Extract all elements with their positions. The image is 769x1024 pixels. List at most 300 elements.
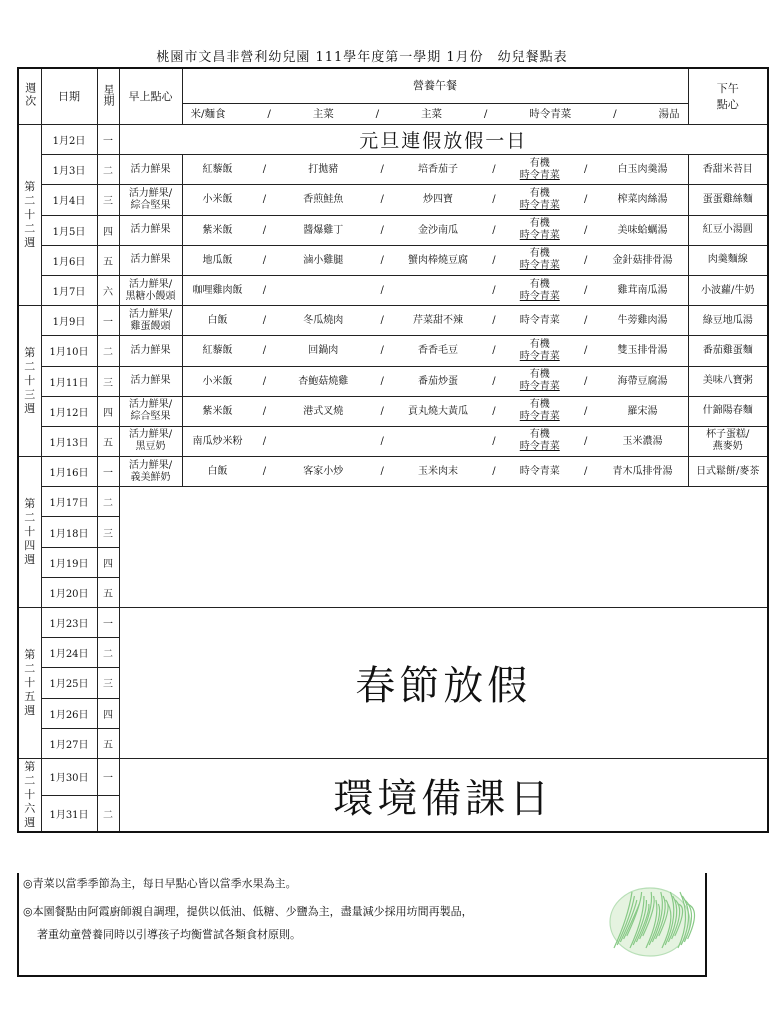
table-row [18,275,768,305]
lunch-main2: 蟹肉棒燒豆腐 [408,254,468,266]
afternoon-snack [689,375,768,387]
week-char: 週 [24,402,36,416]
week-char: 二 [24,661,36,675]
lunch-separator: / [583,315,588,327]
week-label [18,457,41,608]
week-char: 五 [24,689,36,703]
row-weekday: 三 [97,366,119,396]
lunch-items [185,399,686,423]
table-row [18,306,768,336]
lunch-separator: / [583,285,588,297]
week-label [18,758,41,832]
row-date: 1月23日 [41,608,97,638]
week-char: 第 [24,760,36,774]
afternoon-snack-cell [688,426,768,456]
week-char: 週 [24,236,36,250]
veg-organic-line: 有機 [529,248,550,260]
morning-snack [120,164,182,176]
lunch-main2: 培香茄子 [418,164,458,176]
lunch-vegetable [508,399,572,423]
row-weekday: 二 [97,155,119,185]
week-char: 六 [24,802,36,816]
closure-label: 春節放假 [119,608,768,759]
lunch-subcol-label: / [483,108,488,120]
lunch-main1: 醬爆雞丁 [303,224,344,236]
lunch-separator: / [492,224,496,236]
lunch-separator: / [583,164,588,176]
lunch-main1: 打拋豬 [308,164,339,176]
lunch-vegetable [508,158,572,182]
afternoon-snack-line: 日式鬆餅/麥茶 [696,465,760,477]
table-row [18,185,768,215]
lunch-main2: 貢丸燒大黃瓜 [408,405,468,417]
veg-organic [520,279,560,303]
row-weekday: 一 [97,306,119,336]
lunch-subcol-label: / [375,108,380,120]
morning-snack-cell [119,245,182,275]
row-weekday: 三 [97,668,119,698]
lunch-rice: 地瓜飯 [202,254,233,266]
row-weekday: 二 [97,638,119,668]
lunch-separator: / [492,254,496,266]
lunch-separator: / [262,466,267,478]
header-date: 日期 [41,68,97,125]
row-date: 1月6日 [41,245,97,275]
table-row [18,457,768,487]
lunch-subcol-label: 主菜 [421,108,443,120]
morning-snack-line: 綜合堅果 [130,199,171,211]
lunch-separator: / [583,405,588,417]
morning-snack-line: 活力鮮果 [130,224,171,236]
veg-organic [520,339,560,363]
veg-organic-line: 時令青菜 [519,169,560,181]
row-date: 1月12日 [41,396,97,426]
row-date: 1月17日 [41,487,97,517]
lunch-soup: 玉米濃湯 [622,435,663,447]
lunch-separator: / [380,315,384,327]
week-label [18,608,41,759]
table-row [18,155,768,185]
lunch-soup: 雞茸南瓜湯 [617,285,668,297]
lunch-items [185,158,686,182]
veg-organic [520,369,560,393]
lunch-vegetable [508,466,572,477]
lunch-soup: 雙玉排骨湯 [617,345,668,357]
lunch-soup: 美味蛤蠣湯 [617,224,668,236]
row-date: 1月27日 [41,728,97,758]
morning-snack-line: 活力鮮果 [130,344,171,356]
row-weekday: 三 [97,517,119,547]
note-3: 著重幼童營養同時以引導孩子均衡嘗試各類食材原則。 [37,928,301,941]
afternoon-snack [689,466,768,478]
cabbage-drawing-icon [598,878,698,962]
lunch-rice: 南瓜炒米粉 [192,435,243,447]
veg-organic-line: 有機 [529,399,550,411]
row-weekday: 六 [97,275,119,305]
lunch-separator: / [583,254,588,266]
afternoon-snack-line: 燕麥奶 [712,441,743,453]
lunch-separator: / [492,375,496,387]
lunch-separator: / [492,285,496,297]
morning-snack-cell [119,215,182,245]
afternoon-snack-line: 紅豆小湯圓 [702,224,753,236]
row-date: 1月2日 [41,125,97,155]
morning-snack-line: 義美鮮奶 [130,471,171,483]
week-label [18,306,41,457]
morning-snack-line: 黑糖小饅頭 [125,290,176,302]
morning-snack-line: 活力鮮果 [130,254,171,266]
veg-organic-line: 時令青菜 [519,290,560,302]
lunch-main1: 港式叉燒 [303,405,344,417]
table-row [18,215,768,245]
morning-snack-line: 活力鮮果 [130,163,171,175]
lunch-separator: / [262,224,267,236]
lunch-vegetable [508,315,572,326]
morning-snack-line: 活力鮮果/ [128,187,173,199]
morning-snack-line: 活力鮮果/ [128,308,173,320]
row-weekday: 四 [97,396,119,426]
morning-snack-line: 活力鮮果/ [128,278,173,290]
lunch-cell [182,245,688,275]
afternoon-snack-cell [688,185,768,215]
morning-snack [120,460,182,484]
lunch-separator: / [492,466,496,478]
lunch-subcol-label: 時令青菜 [529,108,572,120]
holiday-notice: 元旦連假放假一日 [119,125,768,155]
morning-snack-cell [119,366,182,396]
afternoon-snack-cell [688,245,768,275]
lunch-main1: 香煎鮭魚 [303,194,344,206]
lunch-rice: 白飯 [207,466,228,478]
row-date: 1月5日 [41,215,97,245]
row-date: 1月11日 [41,366,97,396]
afternoon-snack-line: 蛋蛋雞絲麵 [702,193,753,205]
week-char: 週 [24,816,36,830]
lunch-separator: / [380,194,384,206]
afternoon-snack-line: 香甜米苔目 [702,163,753,175]
lunch-items [185,466,686,477]
lunch-separator: / [583,194,588,206]
week-char: 三 [24,388,36,402]
lunch-separator: / [380,345,384,357]
lunch-main1: 滷小雞腿 [303,254,344,266]
week-char: 二 [24,511,36,525]
lunch-separator: / [380,164,384,176]
afternoon-snack-cell [688,366,768,396]
morning-snack-cell [119,155,182,185]
lunch-main2: 炒四寶 [423,194,453,206]
row-weekday: 五 [97,728,119,758]
afternoon-snack-line: 杯子蛋糕/ [706,429,750,441]
row-date: 1月25日 [41,668,97,698]
veg-organic [520,248,560,272]
afternoon-snack-cell [688,306,768,336]
header-lunch [182,68,688,125]
afternoon-snack-cell [688,275,768,305]
week-char: 十 [24,374,36,388]
afternoon-snack [689,194,768,206]
morning-snack-cell [119,336,182,366]
row-date: 1月24日 [41,638,97,668]
afternoon-snack-cell [688,336,768,366]
morning-snack [120,345,182,357]
afternoon-snack [689,164,768,176]
lunch-items [185,369,686,393]
lunch-separator: / [262,194,267,206]
row-weekday: 二 [97,795,119,832]
week-char: 週 [24,703,36,717]
morning-snack-line: 黑豆奶 [135,441,166,453]
veg-organic-line: 有機 [529,218,550,230]
row-weekday: 四 [97,215,119,245]
closure-label: 環境備課日 [119,758,768,832]
morning-snack [120,309,182,333]
afternoon-snack-cell [688,457,768,487]
lunch-separator: / [380,435,384,447]
lunch-rice: 紅藜飯 [202,345,233,357]
morning-snack [120,188,182,212]
morning-snack [120,375,182,387]
morning-snack-line: 活力鮮果/ [128,429,173,441]
lunch-main2: 番茄炒蛋 [418,375,458,387]
veg-organic-line: 有機 [529,429,550,441]
afternoon-snack [689,345,768,357]
lunch-separator: / [262,435,267,447]
row-weekday: 四 [97,547,119,577]
lunch-cell [182,336,688,366]
morning-snack [120,224,182,236]
afternoon-snack-line: 肉羹麵線 [707,254,748,266]
lunch-items [185,218,686,242]
afternoon-snack-line: 綠豆地瓜湯 [702,314,753,326]
lunch-subcol-label: / [613,108,617,120]
week-char: 第 [24,647,36,661]
row-date: 1月19日 [41,547,97,577]
lunch-cell [182,366,688,396]
lunch-main1: 杏鮑菇燒雞 [298,375,349,387]
afternoon-snack [689,315,768,327]
row-weekday: 三 [97,185,119,215]
row-date: 1月26日 [41,698,97,728]
morning-snack-cell [119,426,182,456]
lunch-separator: / [380,254,384,266]
lunch-subcol-label: 湯品 [658,108,680,120]
week-char: 二 [24,222,36,236]
lunch-vegetable [508,248,572,272]
lunch-separator: / [492,194,496,206]
lunch-items [185,188,686,212]
table-row [18,608,768,638]
lunch-rice: 紅藜飯 [202,164,233,176]
table-row [18,426,768,456]
lunch-cell [182,306,688,336]
lunch-separator: / [583,345,588,357]
header-lunch-subcols [183,104,688,124]
week-char: 四 [24,539,36,553]
lunch-subcol-label: 主菜 [312,108,334,120]
week-char: 二 [24,774,36,788]
table-row [18,366,768,396]
veg-organic-line: 有機 [529,369,550,381]
veg-organic-line: 時令青菜 [519,230,560,242]
lunch-cell [182,396,688,426]
afternoon-snack-line: 番茄雞蛋麵 [702,344,753,356]
lunch-items [185,339,686,363]
lunch-rice: 小米飯 [202,194,233,206]
veg-organic [520,158,560,182]
afternoon-snack-line: 小波蘿/牛奶 [701,284,755,296]
note-1: ◎青菜以當季季節為主，每日早點心皆以當季水果為主。 [23,877,297,890]
lunch-separator: / [583,224,588,236]
lunch-main1: 冬瓜燒肉 [303,315,344,327]
row-weekday: 一 [97,758,119,795]
header-week: 週次 [18,68,41,125]
row-date: 1月16日 [41,457,97,487]
lunch-soup: 海帶豆腐湯 [617,375,668,387]
lunch-cell [182,426,688,456]
lunch-separator: / [583,375,588,387]
morning-snack [120,399,182,423]
veg-plain: 時令青菜 [519,466,560,478]
morning-snack-line: 活力鮮果 [130,375,171,387]
veg-organic-line: 時令青菜 [519,350,560,362]
lunch-separator: / [262,164,267,176]
lunch-soup: 青木瓜排骨湯 [612,466,673,478]
week-char: 第 [24,497,36,511]
row-date: 1月7日 [41,275,97,305]
lunch-rice: 白飯 [207,315,228,327]
row-weekday: 一 [97,608,119,638]
lunch-cell [182,275,688,305]
lunch-separator: / [583,466,588,478]
week-char: 第 [24,180,36,194]
lunch-items [185,279,686,303]
header-lunch-title: 營養午餐 [183,69,688,104]
table-row [18,125,768,155]
row-date: 1月20日 [41,577,97,607]
morning-snack-line: 活力鮮果/ [128,399,173,411]
week-char: 二 [24,360,36,374]
row-weekday: 五 [97,245,119,275]
veg-organic-line: 時令青菜 [519,260,560,272]
veg-organic [520,188,560,212]
lunch-separator: / [492,164,496,176]
lunch-rice: 紫米飯 [202,224,233,236]
morning-snack-cell [119,185,182,215]
week-char: 第 [24,346,36,360]
lunch-vegetable [508,339,572,363]
lunch-subcol-label: / [267,108,271,120]
week-char: 週 [24,553,36,567]
lunch-vegetable [508,429,572,453]
meal-table [17,67,769,833]
row-date: 1月10日 [41,336,97,366]
lunch-vegetable [508,218,572,242]
header-weekday: 星期 [97,68,119,125]
table-row [18,396,768,426]
afternoon-snack-line: 美味八寶粥 [702,375,753,387]
lunch-items [185,248,686,272]
week-char: 十 [24,525,36,539]
lunch-items [185,315,686,326]
lunch-separator: / [262,405,267,417]
lunch-main1: 回鍋肉 [308,345,339,357]
lunch-items [185,429,686,453]
page-title: 桃園市文昌非營利幼兒園 111學年度第一學期 1月份 幼兒餐點表 [156,50,568,65]
table-row [18,517,768,547]
row-date: 1月30日 [41,758,97,795]
row-date: 1月3日 [41,155,97,185]
week-char: 二 [24,194,36,208]
lunch-separator: / [262,345,267,357]
veg-organic-line: 時令青菜 [519,411,560,423]
lunch-main2: 芹菜甜不辣 [413,315,463,327]
row-weekday: 二 [97,487,119,517]
afternoon-snack [689,224,768,236]
row-date: 1月13日 [41,426,97,456]
row-weekday: 二 [97,336,119,366]
afternoon-snack-cell [688,396,768,426]
header-morning-snack: 早上點心 [119,68,182,125]
note-2: ◎本園餐點由阿霞廚師親自調理，提供以低油、低糖、少鹽為主，盡量減少採用坊間再製品， [23,905,473,918]
row-weekday: 五 [97,577,119,607]
lunch-soup: 牛蒡雞肉湯 [617,315,668,327]
row-date: 1月9日 [41,306,97,336]
lunch-subcol-label: 米/麵食 [190,108,226,120]
morning-snack-cell [119,396,182,426]
lunch-soup: 金針菇排骨湯 [612,254,673,266]
lunch-separator: / [583,435,588,447]
lunch-soup: 榨菜肉絲湯 [617,194,668,206]
row-date: 1月18日 [41,517,97,547]
table-row [18,758,768,795]
morning-snack-cell [119,306,182,336]
morning-snack-cell [119,457,182,487]
lunch-cell [182,185,688,215]
afternoon-snack-cell [688,155,768,185]
veg-organic-line: 有機 [529,187,550,199]
veg-organic-line: 有機 [529,338,550,350]
lunch-vegetable [508,369,572,393]
lunch-separator: / [380,375,384,387]
morning-snack [120,254,182,266]
lunch-separator: / [492,435,496,447]
lunch-separator: / [262,254,267,266]
row-date: 1月4日 [41,185,97,215]
veg-organic [520,399,560,423]
lunch-vegetable [508,188,572,212]
lunch-cell [182,457,688,487]
lunch-separator: / [262,375,267,387]
table-row [18,487,768,517]
lunch-rice: 小米飯 [202,375,233,387]
afternoon-snack [689,429,768,453]
lunch-separator: / [492,315,496,327]
lunch-rice: 咖哩雞肉飯 [192,285,243,297]
afternoon-snack [689,254,768,266]
lunch-rice: 紫米飯 [202,405,233,417]
veg-organic-line: 時令青菜 [519,441,560,453]
week-char: 十 [24,208,36,222]
table-row [18,577,768,607]
lunch-separator: / [380,405,384,417]
lunch-separator: / [380,285,384,297]
veg-organic [520,218,560,242]
lunch-main2: 香香毛豆 [418,345,458,357]
lunch-separator: / [492,405,496,417]
morning-snack-line: 活力鮮果/ [128,459,173,471]
morning-snack-line: 綜合堅果 [130,411,171,423]
